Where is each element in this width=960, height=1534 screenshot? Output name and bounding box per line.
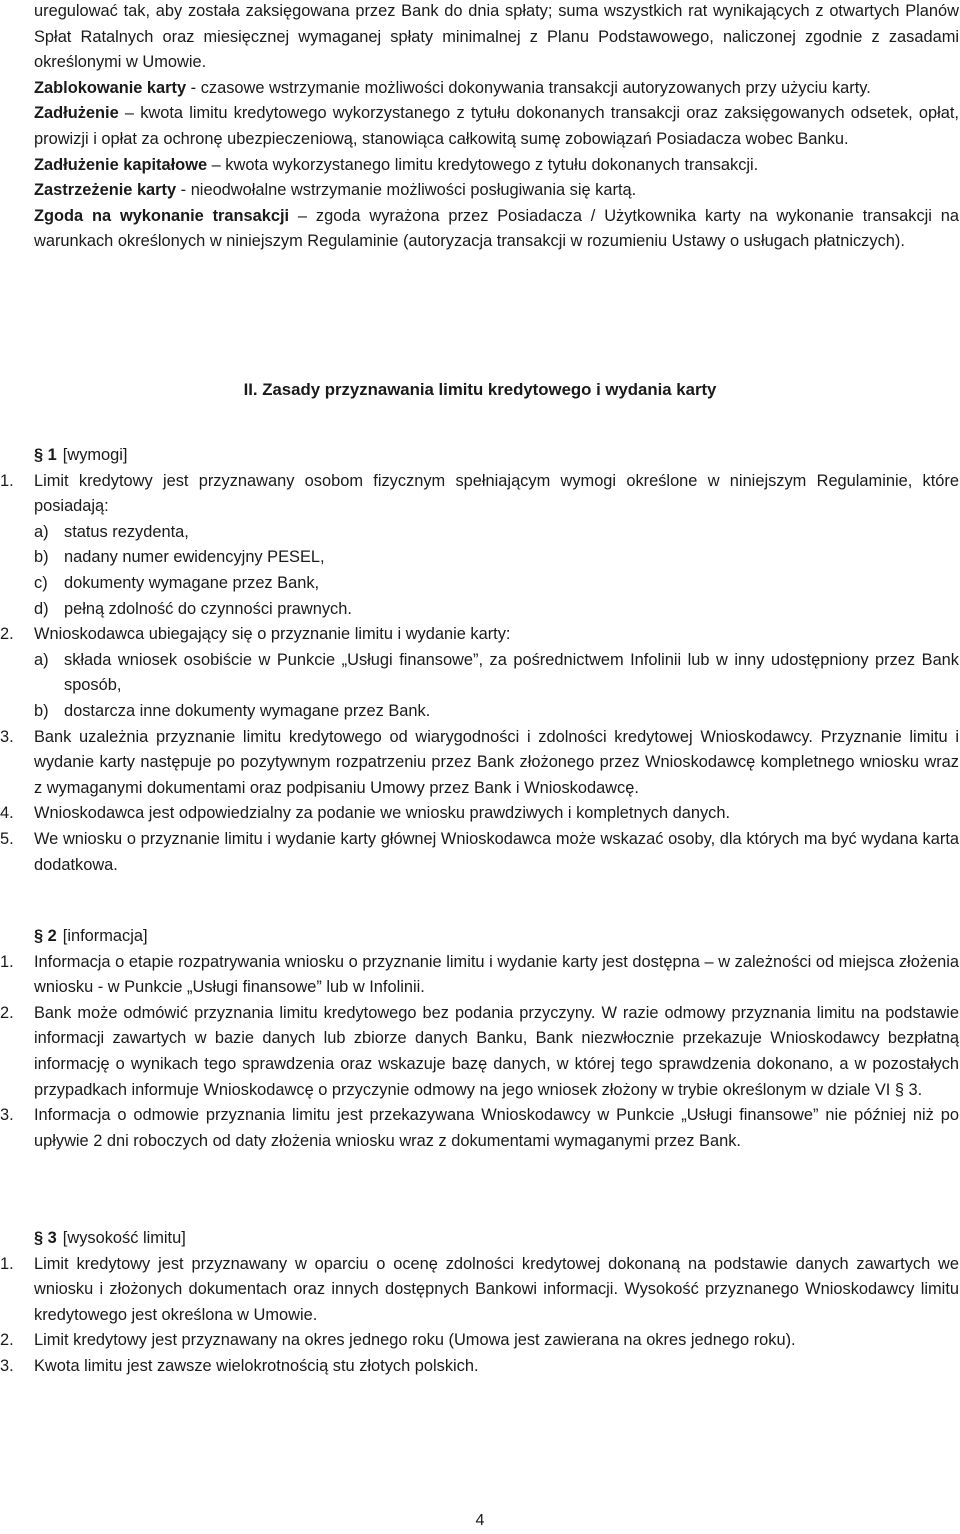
list-item — [0, 725, 959, 802]
item-text: Kwota limitu jest zawsze wielokrotnością stu złotych polskich. — [34, 1356, 479, 1375]
item-number: 1. — [0, 471, 14, 490]
sub-item-text: status rezydenta, — [64, 522, 189, 541]
item-number: 2. — [0, 1003, 14, 1022]
definition-zgoda: Zgoda na wykonanie transakcji – zgoda wyrażona przez Posiadacza / Użytkownika karty na wykonanie transakcji na warunkach określonych w niniejszym Regulaminie (autoryzacja transakcji w rozumieniu Ustawy o usługach płatniczych). — [34, 206, 959, 251]
definition-term: Zgoda na wykonanie transakcji — [34, 206, 290, 225]
item-text: Limit kredytowy jest przyznawany osobom fizycznym spełniającym wymogi określone w niniejszym Regulaminie, które posiadają: — [34, 471, 959, 516]
list-item — [0, 1354, 959, 1380]
section-heading — [34, 443, 960, 469]
list-item — [0, 1328, 959, 1354]
item-text: Informacja o odmowie przyznania limitu jest przekazywana Wnioskodawcy w Punkcie „Usługi finansowe” nie później niż po upływie 2 dni roboczych od daty złożenia wniosku wraz z dokumentami wymaganymi przez Bank. — [34, 1106, 959, 1150]
list-item — [0, 801, 959, 827]
sub-item-text: dostarcza inne dokumenty wymagane przez Bank. — [64, 701, 431, 720]
item-text: Limit kredytowy jest przyznawany na okres jednego roku (Umowa jest zawierana na okres jednego roku). — [34, 1331, 796, 1350]
item-text: Wnioskodawca ubiegający się o przyznanie limitu i wydanie karty: — [34, 625, 511, 644]
sub-list-item — [34, 545, 959, 571]
section-items — [0, 469, 960, 879]
sub-item-letter: a) — [34, 650, 49, 669]
item-text: Informacja o etapie rozpatrywania wniosku o przyznanie limitu i wydanie karty jest dostępna – w zależności od miejsca złożenia wniosku - w Punkcie „Usługi finansowe” lub w Infolinii. — [34, 952, 959, 997]
sub-item-letter: b) — [34, 701, 49, 720]
sub-list-item — [34, 520, 959, 546]
section-title: [wysokość limitu] — [62, 1229, 186, 1247]
item-text: We wniosku o przyznanie limitu i wydanie karty głównej Wnioskodawca może wskazać osoby, dla których ma być wydana karta dodatkowa. — [34, 829, 959, 874]
definition-term: Zadłużenie kapitałowe — [34, 155, 208, 174]
section-3 — [0, 1226, 960, 1380]
sub-list — [34, 648, 959, 725]
definition-term: Zastrzeżenie karty — [34, 181, 177, 200]
sub-item-letter: c) — [34, 573, 48, 592]
sub-item-text: pełną zdolność do czynności prawnych. — [64, 599, 352, 618]
item-number: 3. — [0, 727, 14, 746]
item-number: 2. — [0, 625, 14, 644]
sub-list — [34, 520, 959, 622]
section-title: [informacja] — [62, 927, 148, 945]
list-item — [0, 469, 959, 623]
definition-term: Zadłużenie — [34, 104, 119, 123]
definition-continuation: uregulować tak, aby została zaksięgowana przez Bank do dnia spłaty; suma wszystkich rat wynikających z otwartych Planów Spłat Ratalnych oraz miesięcznej wymaganej spłaty minimalnej z Planu Podstawowego, naliczonej zgodnie z zasadami określonymi w Umowie. — [34, 2, 959, 72]
section-heading — [34, 1226, 960, 1252]
list-item — [0, 1103, 959, 1154]
sub-list-item — [34, 699, 959, 725]
sub-item-text: dokumenty wymagane przez Bank, — [64, 573, 320, 592]
item-number: 1. — [0, 1254, 14, 1273]
section-symbol: § 1 — [34, 446, 57, 464]
section-items — [0, 950, 960, 1155]
section-items — [0, 1252, 960, 1380]
section-symbol: § 3 — [34, 1229, 57, 1247]
item-number: 3. — [0, 1356, 14, 1375]
item-number: 4. — [0, 804, 14, 823]
definition-zadluzenie-kapitalowe: Zadłużenie kapitałowe – kwota wykorzystanego limitu kredytowego z tytułu dokonanych transakcji. — [34, 155, 759, 174]
section-2 — [0, 924, 960, 1154]
chapter-title: II. Zasady przyznawania limitu kredytowego i wydania karty — [243, 380, 717, 399]
page-number: 4 — [475, 1512, 485, 1529]
section-1 — [0, 443, 960, 878]
sub-item-letter: a) — [34, 522, 49, 541]
definition-zablokowanie: Zablokowanie karty - czasowe wstrzymanie możliwości dokonywania transakcji autoryzowanych przy użyciu karty. — [34, 78, 871, 97]
item-text: Limit kredytowy jest przyznawany w oparciu o ocenę zdolności kredytowej dokonaną na podstawie danych zawartych we wniosku i złożonych dokumentach oraz innych dostępnych Bankowi informacji. Wysokość przyznanego Wnioskodawcy limitu kredytowego jest określona w Umowie. — [34, 1254, 959, 1324]
sub-list-item — [34, 597, 959, 623]
sub-list-item — [34, 571, 959, 597]
item-number: 1. — [0, 952, 14, 971]
list-item — [0, 827, 959, 878]
list-item — [0, 950, 959, 1001]
item-number: 2. — [0, 1331, 14, 1350]
item-number: 5. — [0, 829, 14, 848]
list-item — [0, 622, 959, 724]
definition-term: Zablokowanie karty — [34, 78, 187, 97]
section-symbol: § 2 — [34, 927, 57, 945]
list-item — [0, 1001, 959, 1103]
section-title: [wymogi] — [62, 446, 128, 464]
sub-item-text: składa wniosek osobiście w Punkcie „Usługi finansowe”, za pośrednictwem Infolinii lub w inny udostępniony przez Bank sposób, — [64, 650, 959, 695]
sub-item-letter: d) — [34, 599, 49, 618]
sub-item-text: nadany numer ewidencyjny PESEL, — [64, 548, 325, 567]
item-text: Bank może odmówić przyznania limitu kredytowego bez podania przyczyny. W razie odmowy przyznania limitu na podstawie informacji zawartych w bazie danych lub zbiorze danych Banku, Bank niezwłocznie przekazuje Wnioskodawcy bezpłatną informację o wynikach tego sprawdzenia oraz wskazuje bazę danych, w której tego sprawdzenia dokonano, a w pozostałych przypadkach informuje Wnioskodawcę o przyczynie odmowy na jego wniosek złożony w trybie określonym w dziale VI § 3. — [34, 1003, 959, 1099]
definition-zadluzenie: Zadłużenie – kwota limitu kredytowego wykorzystanego z tytułu dokonanych transakcji oraz zaksięgowanych odsetek, opłat, prowizji i opłat za ochronę ubezpieczeniową, stanowiąca całkowitą sumę zobowiązań Posiadacza wobec Banku. — [34, 104, 959, 148]
sub-list-item — [34, 648, 959, 699]
sub-item-letter: b) — [34, 548, 49, 567]
definitions-block — [34, 0, 959, 255]
definition-zastrzezenie: Zastrzeżenie karty - nieodwołalne wstrzymanie możliwości posługiwania się kartą. — [34, 181, 637, 200]
item-text: Bank uzależnia przyznanie limitu kredytowego od wiarygodności i zdolności kredytowej Wnioskodawcy. Przyznanie limitu i wydanie karty następuje po pozytywnym rozpatrzeniu przez Bank złożonego przez Wnioskodawcę kompletnego wniosku wraz z wymaganymi dokumentami oraz podpisaniu Umowy przez Bank i Wnioskodawcę. — [34, 727, 959, 797]
list-item — [0, 1252, 959, 1329]
item-number: 3. — [0, 1106, 14, 1125]
section-heading — [34, 924, 960, 950]
item-text: Wnioskodawca jest odpowiedzialny za podanie we wniosku prawdziwych i kompletnych danych. — [34, 804, 731, 823]
